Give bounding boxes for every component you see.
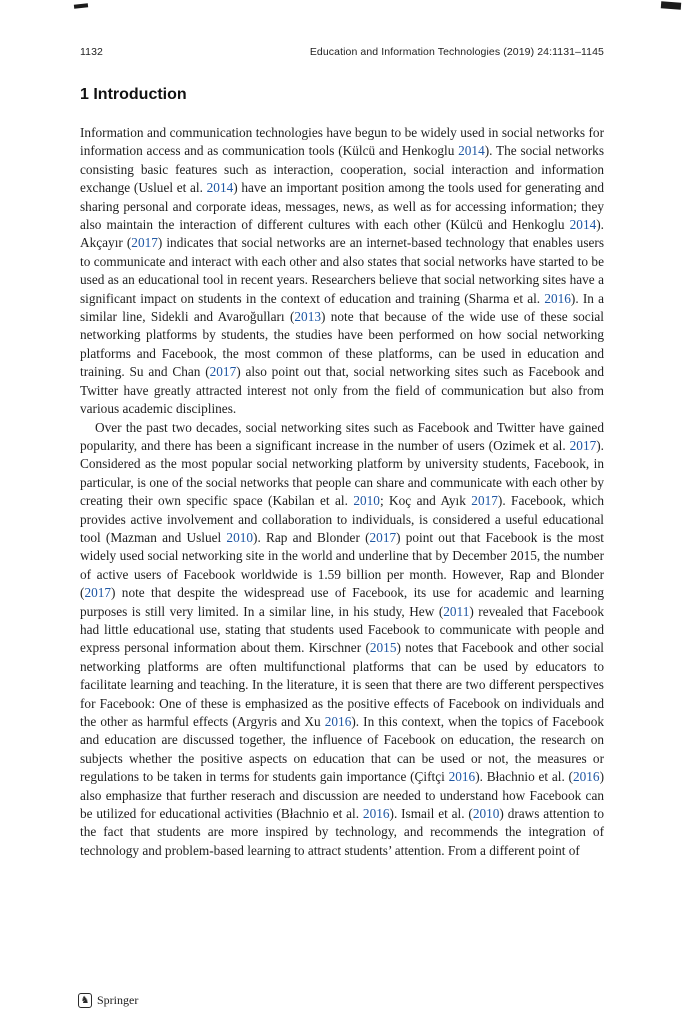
body-text: ). Ismail et al. ( xyxy=(389,806,473,822)
body-text: ) revealed that Facebook had little educational use, stating that students used Facebook to communicate with people and express personal information about them. Kirschner ( xyxy=(80,603,604,656)
body-text: ) note that because of the wide use of these social networking platforms by students, the studies have been performed on how social networking platforms and Facebook, the most common of these platforms, can be used in education and training. Su and Chan ( xyxy=(80,309,605,380)
body-text: ). The social networks consisting basic features such as interaction, cooperation, social interaction and information exchange (Usluel et al. xyxy=(80,143,604,196)
citation-link[interactable]: 2016 xyxy=(544,290,571,306)
citation-link[interactable]: 2011 xyxy=(443,603,470,619)
citation-link[interactable]: 2014 xyxy=(206,180,234,196)
citation-link[interactable]: 2016 xyxy=(572,769,600,785)
citation-link[interactable]: 2017 xyxy=(471,493,498,509)
scan-artifact-mark xyxy=(74,3,88,8)
body-text: Over the past two decades, social networking sites such as Facebook and Twitter have gained popularity, and there has been a significant increase in the number of users (Ozimek et al. xyxy=(80,419,604,453)
page-footer xyxy=(78,993,138,1008)
citation-link[interactable]: 2017 xyxy=(84,585,112,601)
citation-link[interactable]: 2010 xyxy=(472,806,500,822)
citation-link[interactable]: 2010 xyxy=(353,493,380,509)
citation-link[interactable]: 2016 xyxy=(448,769,476,785)
body-text: ) indicates that social networks are an internet-based technology that enables users to communicate and interact with each other and also states that social networks have started to be used as an educational tool in recent years. Researchers believe that social networking sites have a significant impact on students in the context of education and training (Sharma et al. xyxy=(80,235,604,306)
citation-link[interactable]: 2014 xyxy=(458,143,485,159)
scan-artifact-mark xyxy=(661,1,681,9)
journal-title: Education and Information Technologies (2019) 24:1131–1145 xyxy=(309,46,604,58)
page-number: 1132 xyxy=(80,46,103,58)
body-text: ) draws attention to the fact that students are more inspired by technology, and recommends the integration of technology and problem-based learning to attract students’ attention. From a different point of xyxy=(80,806,605,858)
section-heading: 1 Introduction xyxy=(80,86,187,103)
body-text: ; Koç and Ayık xyxy=(379,493,472,509)
body-text: ) also emphasize that further reserach and discussion are needed to understand how Facebook can be utilized for educational activities (Błachnio et al. xyxy=(80,769,604,822)
citation-link[interactable]: 2016 xyxy=(362,806,390,822)
paragraph xyxy=(80,124,604,419)
body-text: ). Błachnio et al. ( xyxy=(475,769,573,785)
citation-link[interactable]: 2017 xyxy=(569,437,597,453)
citation-link[interactable]: 2015 xyxy=(369,640,397,656)
publisher-name: Springer xyxy=(97,993,139,1007)
body-text: ) have an important position among the tools used for generating and sharing personal and corporate ideas, messages, news, as well as for accessing information; they also maintain the interaction of different cultures with each other (Külcü and Henkoglu xyxy=(80,180,604,233)
citation-link[interactable]: 2017 xyxy=(209,364,237,380)
running-header xyxy=(80,46,604,58)
springer-logo-glyph: ♞ xyxy=(80,994,90,1006)
citation-link[interactable]: 2016 xyxy=(324,714,352,729)
body-text: ) note that despite the widespread use of Facebook, its use for academic and learning purposes is still very limited. In a similar line, in his study, Hew ( xyxy=(80,585,604,619)
citation-link[interactable]: 2017 xyxy=(131,235,158,251)
citation-link[interactable]: 2013 xyxy=(294,309,321,325)
body-text: Information and communication technologies have begun to be widely used in social networks for information access and as communication tools (Külcü and Henkoglu xyxy=(80,125,604,159)
citation-link[interactable]: 2014 xyxy=(569,217,597,233)
body-text: ) also point out that, social networking sites such as Facebook and Twitter have greatly attracted interest not only from the field of communication but also from various academic disciplines. xyxy=(80,364,605,417)
body-text: ) point out that Facebook is the most widely used social networking site in the world and underline that by December 2015, the number of active users of Facebook worldwide is 1.59 billion per month. However, Rap and Blonder ( xyxy=(80,529,604,601)
citation-link[interactable]: 2017 xyxy=(369,529,397,545)
article-body xyxy=(80,86,604,860)
body-text: ). In a similar line, Sidekli and Avaroğulları ( xyxy=(80,290,604,325)
body-text: ). Facebook, which provides active involvement and collaboration to individuals, is considered a useful educational tool (Mazman and Usluel xyxy=(80,493,604,545)
citation-link[interactable]: 2010 xyxy=(226,529,254,545)
body-text: ). Rap and Blonder ( xyxy=(253,529,370,545)
body-text: ). Akçayır ( xyxy=(80,217,604,251)
body-text: ). In this context, when the topics of Facebook and education are discussed together, the influence of Facebook on education, the research on subjects whether the positive aspects on education that can be used or not, the measures or regulations to be taken in terms for students gain importance (Çiftçi xyxy=(80,714,604,785)
springer-logo-icon xyxy=(78,993,92,1008)
body-text: ) notes that Facebook and other social networking platforms are often multifunctional platforms that can be used by educators to facilitate learning and teaching. In the literature, it is seen that there are two different perspectives for Facebook: One of these is emphasized as the positive effects of Facebook on individuals and the other as harmful effects (Argyris and Xu xyxy=(80,640,604,729)
body-text: ). Considered as the most popular social networking platform by university students, Facebook, in particular, is one of the social networks that people can share and communicate with each other by creating their own specific space (Kabilan et al. xyxy=(80,437,604,509)
paragraph xyxy=(80,419,604,861)
